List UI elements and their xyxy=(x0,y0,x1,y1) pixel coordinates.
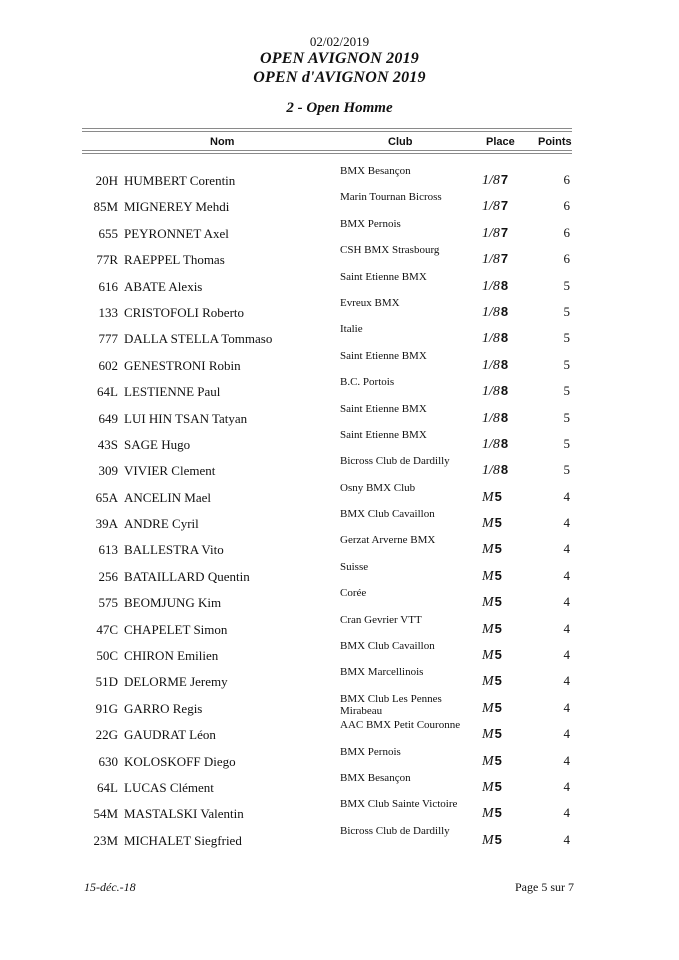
points-value: 4 xyxy=(563,726,570,742)
rider-name: DALLA STELLA Tommaso xyxy=(124,331,273,347)
table-row xyxy=(0,825,679,851)
bib-number: 39A xyxy=(95,516,118,532)
points-value: 4 xyxy=(563,778,570,794)
place-rank: 5 xyxy=(494,726,502,742)
place-value xyxy=(482,489,502,506)
club-name: AAC BMX Petit Couronne xyxy=(340,719,461,732)
rider-name: KOLOSKOFF Diego xyxy=(124,753,236,769)
club-name: Marin Tournan Bicross xyxy=(340,191,442,204)
place-rank: 8 xyxy=(500,409,509,425)
rider-name: GARRO Regis xyxy=(124,700,203,716)
points-value: 5 xyxy=(563,356,570,372)
rider-name: MIGNEREY Mehdi xyxy=(124,199,230,215)
points-value: 4 xyxy=(563,647,570,663)
points-value: 4 xyxy=(563,699,570,715)
table-row xyxy=(0,244,679,270)
place-rank: 8 xyxy=(500,435,509,451)
points-value: 4 xyxy=(563,805,570,821)
bib-number: 575 xyxy=(98,595,118,611)
place-rank: 8 xyxy=(500,356,509,372)
rider-name: PEYRONNET Axel xyxy=(124,225,229,241)
place-round: 1/8 xyxy=(482,384,500,400)
points-value: 6 xyxy=(563,198,570,214)
column-header-club: Club xyxy=(388,136,413,148)
points-value: 5 xyxy=(563,383,570,399)
table-row xyxy=(0,455,679,481)
place-round: M xyxy=(482,542,494,558)
points-value: 5 xyxy=(563,435,570,451)
points-value: 4 xyxy=(563,752,570,768)
bib-number: 43S xyxy=(97,436,118,452)
club-name: BMX Club Les Pennes Mirabeau xyxy=(340,692,442,717)
place-value xyxy=(482,278,508,295)
bib-number: 22G xyxy=(95,727,118,743)
table-row xyxy=(0,719,679,745)
rider-name: ANCELIN Mael xyxy=(124,489,212,505)
place-round: 1/8 xyxy=(482,331,500,347)
rider-name: ANDRE Cyril xyxy=(124,516,199,532)
rider-name: GENESTRONI Robin xyxy=(124,357,241,373)
place-round: M xyxy=(482,779,494,795)
table-rule xyxy=(82,153,572,154)
club-name: Bicross Club de Dardilly xyxy=(340,455,450,468)
bib-number: 630 xyxy=(98,753,118,769)
points-value: 6 xyxy=(563,172,570,187)
table-row xyxy=(0,534,679,560)
place-value xyxy=(482,673,502,690)
place-rank: 5 xyxy=(494,488,502,504)
points-value: 5 xyxy=(563,462,570,478)
table-row xyxy=(0,482,679,508)
rider-name: MICHALET Siegfried xyxy=(124,832,242,848)
club-name: Saint Etienne BMX xyxy=(340,349,427,362)
points-value: 6 xyxy=(563,224,570,240)
place-round: M xyxy=(482,832,494,848)
bib-number: 649 xyxy=(98,410,118,426)
place-value xyxy=(482,357,508,374)
bib-number: 20H xyxy=(95,173,118,188)
club-name: Corée xyxy=(340,587,367,600)
bib-number: 85M xyxy=(93,199,118,215)
bib-number: 64L xyxy=(97,779,118,795)
table-row xyxy=(0,429,679,455)
page-number: Page 5 sur 7 xyxy=(515,880,574,894)
place-rank: 8 xyxy=(500,383,509,399)
rider-name: CRISTOFOLI Roberto xyxy=(124,304,245,320)
bib-number: 50C xyxy=(96,648,118,664)
points-value: 5 xyxy=(563,277,570,293)
table-row xyxy=(0,666,679,692)
table-row xyxy=(0,614,679,640)
table-row xyxy=(0,376,679,402)
rider-name: LESTIENNE Paul xyxy=(124,384,221,400)
place-rank: 5 xyxy=(494,567,502,583)
event-title: OPEN AVIGNON 2019 xyxy=(260,50,419,67)
place-rank: 8 xyxy=(500,277,509,293)
place-round: 1/8 xyxy=(482,357,500,373)
place-value xyxy=(482,304,508,321)
points-value: 5 xyxy=(563,330,570,346)
place-rank: 5 xyxy=(494,673,502,689)
place-value xyxy=(482,410,508,427)
place-rank: 7 xyxy=(500,224,509,240)
rider-name: CHAPELET Simon xyxy=(124,621,228,637)
place-rank: 5 xyxy=(494,831,502,847)
points-value: 5 xyxy=(563,303,570,319)
bib-number: 64L xyxy=(97,384,118,400)
place-value xyxy=(482,832,502,849)
place-round: M xyxy=(482,516,494,532)
place-round: M xyxy=(482,489,494,505)
club-name: BMX Pernois xyxy=(340,217,401,230)
place-round: M xyxy=(482,648,494,664)
table-row xyxy=(0,798,679,824)
table-row xyxy=(0,772,679,798)
bib-number: 613 xyxy=(98,542,118,558)
place-rank: 8 xyxy=(500,303,509,319)
place-rank: 7 xyxy=(500,198,509,214)
table-row xyxy=(0,323,679,349)
rider-name: BALLESTRA Vito xyxy=(124,542,224,558)
rider-name: ABATE Alexis xyxy=(124,278,203,294)
points-value: 5 xyxy=(563,409,570,425)
place-rank: 8 xyxy=(500,462,509,478)
place-round: 1/8 xyxy=(482,278,500,294)
place-rank: 5 xyxy=(494,805,502,821)
rider-name: LUCAS Clément xyxy=(124,779,214,795)
club-name: Osny BMX Club xyxy=(340,481,416,494)
club-name: BMX Club Cavaillon xyxy=(340,640,435,653)
table-row xyxy=(0,587,679,613)
place-rank: 5 xyxy=(494,594,502,610)
place-rank: 7 xyxy=(500,172,509,187)
rider-name: HUMBERT Corentin xyxy=(124,173,236,188)
place-rank: 5 xyxy=(494,647,502,663)
club-name: CSH BMX Strasbourg xyxy=(340,244,440,257)
place-rank: 5 xyxy=(494,699,502,715)
place-round: 1/8 xyxy=(482,225,500,241)
place-round: 1/8 xyxy=(482,463,500,479)
rider-name: CHIRON Emilien xyxy=(124,648,219,664)
bib-number: 256 xyxy=(98,568,118,584)
place-value xyxy=(482,541,502,558)
place-value xyxy=(482,225,508,242)
category-title: 2 - Open Homme xyxy=(286,100,393,116)
column-header-nom: Nom xyxy=(210,136,235,148)
club-name: Saint Etienne BMX xyxy=(340,402,427,415)
place-round: M xyxy=(482,700,494,716)
place-value xyxy=(482,726,502,743)
points-value: 4 xyxy=(563,673,570,689)
table-row xyxy=(0,350,679,376)
bib-number: 777 xyxy=(98,331,118,347)
bib-number: 65A xyxy=(95,489,118,505)
rider-name: RAEPPEL Thomas xyxy=(124,252,225,268)
place-round: M xyxy=(482,595,494,611)
bib-number: 91G xyxy=(95,700,118,716)
place-value xyxy=(482,198,508,215)
place-round: M xyxy=(482,753,494,769)
place-value xyxy=(482,753,502,770)
place-round: 1/8 xyxy=(482,199,500,215)
place-value xyxy=(482,594,502,611)
club-name: Saint Etienne BMX xyxy=(340,428,427,441)
club-name: BMX Club Cavaillon xyxy=(340,508,435,521)
place-round: M xyxy=(482,674,494,690)
rider-name: VIVIER Clement xyxy=(124,463,216,479)
table-rule xyxy=(82,128,572,129)
bib-number: 51D xyxy=(95,674,118,690)
place-rank: 5 xyxy=(494,515,502,531)
place-value xyxy=(482,515,502,532)
place-value xyxy=(482,621,502,638)
club-name: BMX Club Sainte Victoire xyxy=(340,798,458,811)
points-value: 4 xyxy=(563,831,570,847)
place-round: M xyxy=(482,806,494,822)
club-name: Cran Gevrier VTT xyxy=(340,613,422,626)
place-rank: 5 xyxy=(494,620,502,636)
bib-number: 23M xyxy=(93,832,118,848)
column-header-points: Points xyxy=(538,136,572,148)
club-name: BMX Besançon xyxy=(340,165,411,177)
place-rank: 8 xyxy=(500,330,509,346)
rider-name: SAGE Hugo xyxy=(124,436,191,452)
club-name: BMX Marcellinois xyxy=(340,666,424,679)
column-header-place: Place xyxy=(486,136,515,148)
place-rank: 5 xyxy=(494,752,502,768)
table-row xyxy=(0,403,679,429)
place-value xyxy=(482,330,508,347)
place-value xyxy=(482,172,508,189)
table-row xyxy=(0,561,679,587)
bib-number: 133 xyxy=(98,304,118,320)
results-table xyxy=(0,165,679,851)
bib-number: 602 xyxy=(98,357,118,373)
club-name: BMX Besançon xyxy=(340,771,411,784)
table-rule xyxy=(82,131,572,132)
place-round: 1/8 xyxy=(482,304,500,320)
rider-name: LUI HIN TSAN Tatyan xyxy=(124,410,248,426)
club-name: Bicross Club de Dardilly xyxy=(340,824,450,837)
place-round: 1/8 xyxy=(482,252,500,268)
place-round: M xyxy=(482,568,494,584)
place-round: M xyxy=(482,727,494,743)
place-round: M xyxy=(482,621,494,637)
bib-number: 655 xyxy=(98,225,118,241)
table-row xyxy=(0,297,679,323)
table-row xyxy=(0,191,679,217)
place-value xyxy=(482,805,502,822)
place-round: 1/8 xyxy=(482,173,500,188)
table-rule xyxy=(82,150,572,151)
table-row xyxy=(0,165,679,191)
place-round: 1/8 xyxy=(482,410,500,426)
club-name: Saint Etienne BMX xyxy=(340,270,427,283)
footer-date: 15-déc.-18 xyxy=(84,880,136,894)
points-value: 4 xyxy=(563,515,570,531)
place-value xyxy=(482,779,502,796)
place-value xyxy=(482,383,508,400)
place-rank: 7 xyxy=(500,251,509,267)
bib-number: 309 xyxy=(98,463,118,479)
bib-number: 77R xyxy=(96,252,118,268)
place-rank: 5 xyxy=(494,541,502,557)
club-name: Italie xyxy=(340,323,363,336)
table-row xyxy=(0,218,679,244)
table-row xyxy=(0,508,679,534)
place-value xyxy=(482,647,502,664)
event-title-secondary: OPEN d'AVIGNON 2019 xyxy=(253,69,426,86)
rider-name: DELORME Jeremy xyxy=(124,674,228,690)
place-value xyxy=(482,700,502,717)
points-value: 6 xyxy=(563,251,570,267)
points-value: 4 xyxy=(563,567,570,583)
rider-name: BATAILLARD Quentin xyxy=(124,568,250,584)
table-row xyxy=(0,271,679,297)
points-value: 4 xyxy=(563,488,570,504)
club-name: Gerzat Arverne BMX xyxy=(340,534,436,547)
bib-number: 54M xyxy=(93,806,118,822)
event-date: 02/02/2019 xyxy=(309,34,370,49)
points-value: 4 xyxy=(563,594,570,610)
club-name: Suisse xyxy=(340,560,369,573)
rider-name: MASTALSKI Valentin xyxy=(124,806,244,822)
table-row xyxy=(0,746,679,772)
bib-number: 616 xyxy=(98,278,118,294)
place-rank: 5 xyxy=(494,778,502,794)
club-name: Evreux BMX xyxy=(340,296,400,309)
bib-number: 47C xyxy=(96,621,118,637)
club-name: BMX Pernois xyxy=(340,745,401,758)
place-value xyxy=(482,251,508,268)
table-row xyxy=(0,640,679,666)
place-value xyxy=(482,568,502,585)
table-row xyxy=(0,693,679,719)
place-value xyxy=(482,462,508,479)
rider-name: BEOMJUNG Kim xyxy=(124,595,222,611)
points-value: 4 xyxy=(563,620,570,636)
rider-name: GAUDRAT Léon xyxy=(124,727,216,743)
club-name: B.C. Portois xyxy=(340,376,395,389)
points-value: 4 xyxy=(563,541,570,557)
place-round: 1/8 xyxy=(482,436,500,452)
place-value xyxy=(482,436,508,453)
